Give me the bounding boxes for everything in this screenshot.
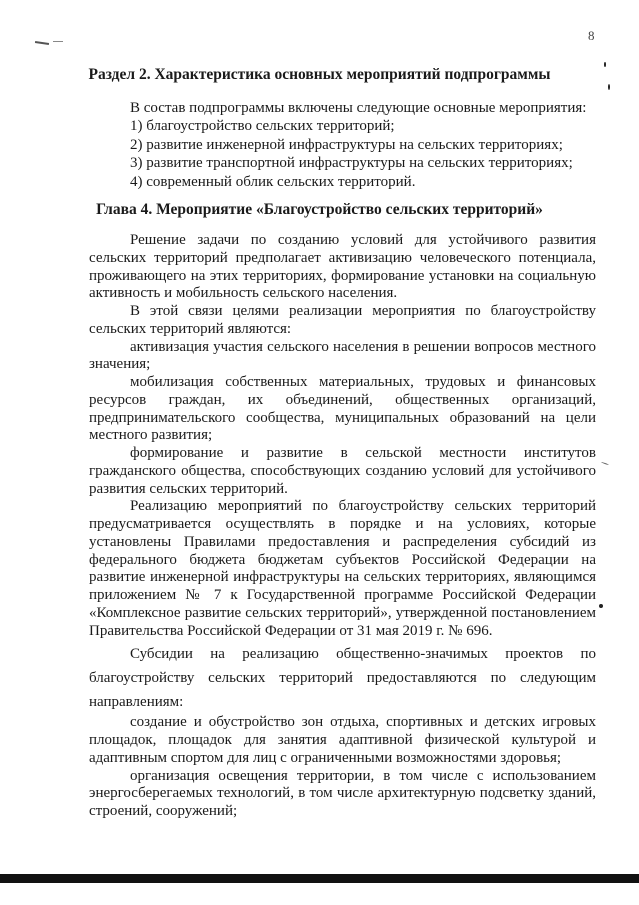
body-paragraph: Решение задачи по созданию условий для устойчивого развития сельских территорий предполагает активизацию человеческого потенциала, проживающего на этих территориях, формирование установки на социальную активность и мобильность сельского населения. bbox=[89, 232, 596, 302]
intro-list-item: 1) благоустройство сельских территорий; bbox=[130, 118, 395, 135]
scan-artifact-mark bbox=[35, 41, 49, 45]
goal-item: мобилизация собственных материальных, трудовых и финансовых ресурсов граждан, их объединений, общественных организаций, предпринимательского сообщества, муниципальных образований на цели местного развития; bbox=[89, 374, 596, 444]
scan-artifact-mark bbox=[53, 41, 63, 42]
intro-list-item: 2) развитие инженерной инфраструктуры на сельских территориях; bbox=[130, 136, 563, 153]
intro-block bbox=[130, 99, 610, 191]
scan-artifact-speck bbox=[601, 462, 609, 466]
direction-item: организация освещения территории, в том числе с использованием энергосберегаемых технологий, в том числе архитектурную подсветку зданий, строений, сооружений; bbox=[89, 767, 596, 819]
section-heading: Раздел 2. Характеристика основных мероприятий подпрограммы bbox=[88, 66, 551, 83]
intro-lead: В состав подпрограммы включены следующие основные мероприятия: bbox=[130, 100, 587, 116]
chapter-body bbox=[89, 232, 596, 821]
body-paragraph: Реализацию мероприятий по благоустройству сельских территорий предусматривается осуществлять в порядке и на условиях, которые установлены Правилами предоставления и распределения субсидий из федерального бюджета бюджетам субъектов Российской Федерации на развитие инженерной инфраструктуры на сельских территориях, являющимся приложением № 7 к Государственной программе Российской Федерации «Комплексное развитие сельских территорий», утвержденной постановлением Правительства Российской Федерации от 31 мая 2019 г. № 696. bbox=[89, 498, 596, 639]
scan-artifact-speck bbox=[599, 604, 603, 608]
body-paragraph: В этой связи целями реализации мероприятия по благоустройству сельских территорий являются: bbox=[89, 303, 596, 337]
goal-item: активизация участия сельского населения в решении вопросов местного значения; bbox=[89, 338, 596, 373]
chapter-heading: Глава 4. Мероприятие «Благоустройство сельских территорий» bbox=[96, 201, 543, 218]
scan-artifact-speck bbox=[608, 84, 610, 90]
intro-list-item: 4) современный облик сельских территорий. bbox=[130, 173, 416, 190]
scan-bottom-border bbox=[0, 874, 639, 883]
body-paragraph: Субсидии на реализацию общественно-значимых проектов по благоустройству сельских территорий предоставляются по следующим направлениям: bbox=[89, 646, 596, 711]
goal-item: формирование и развитие в сельской местности институтов гражданского общества, способствующих созданию условий для устойчивого развития сельских территорий. bbox=[89, 445, 596, 497]
page-number: 8 bbox=[588, 28, 595, 43]
direction-item: создание и обустройство зон отдыха, спортивных и детских игровых площадок, площадок для занятия адаптивной физической культурой и адаптивным спортом для лиц с ограниченными возможностями здоровья; bbox=[89, 714, 596, 766]
intro-list-item: 3) развитие транспортной инфраструктуры на сельских территориях; bbox=[130, 155, 573, 172]
